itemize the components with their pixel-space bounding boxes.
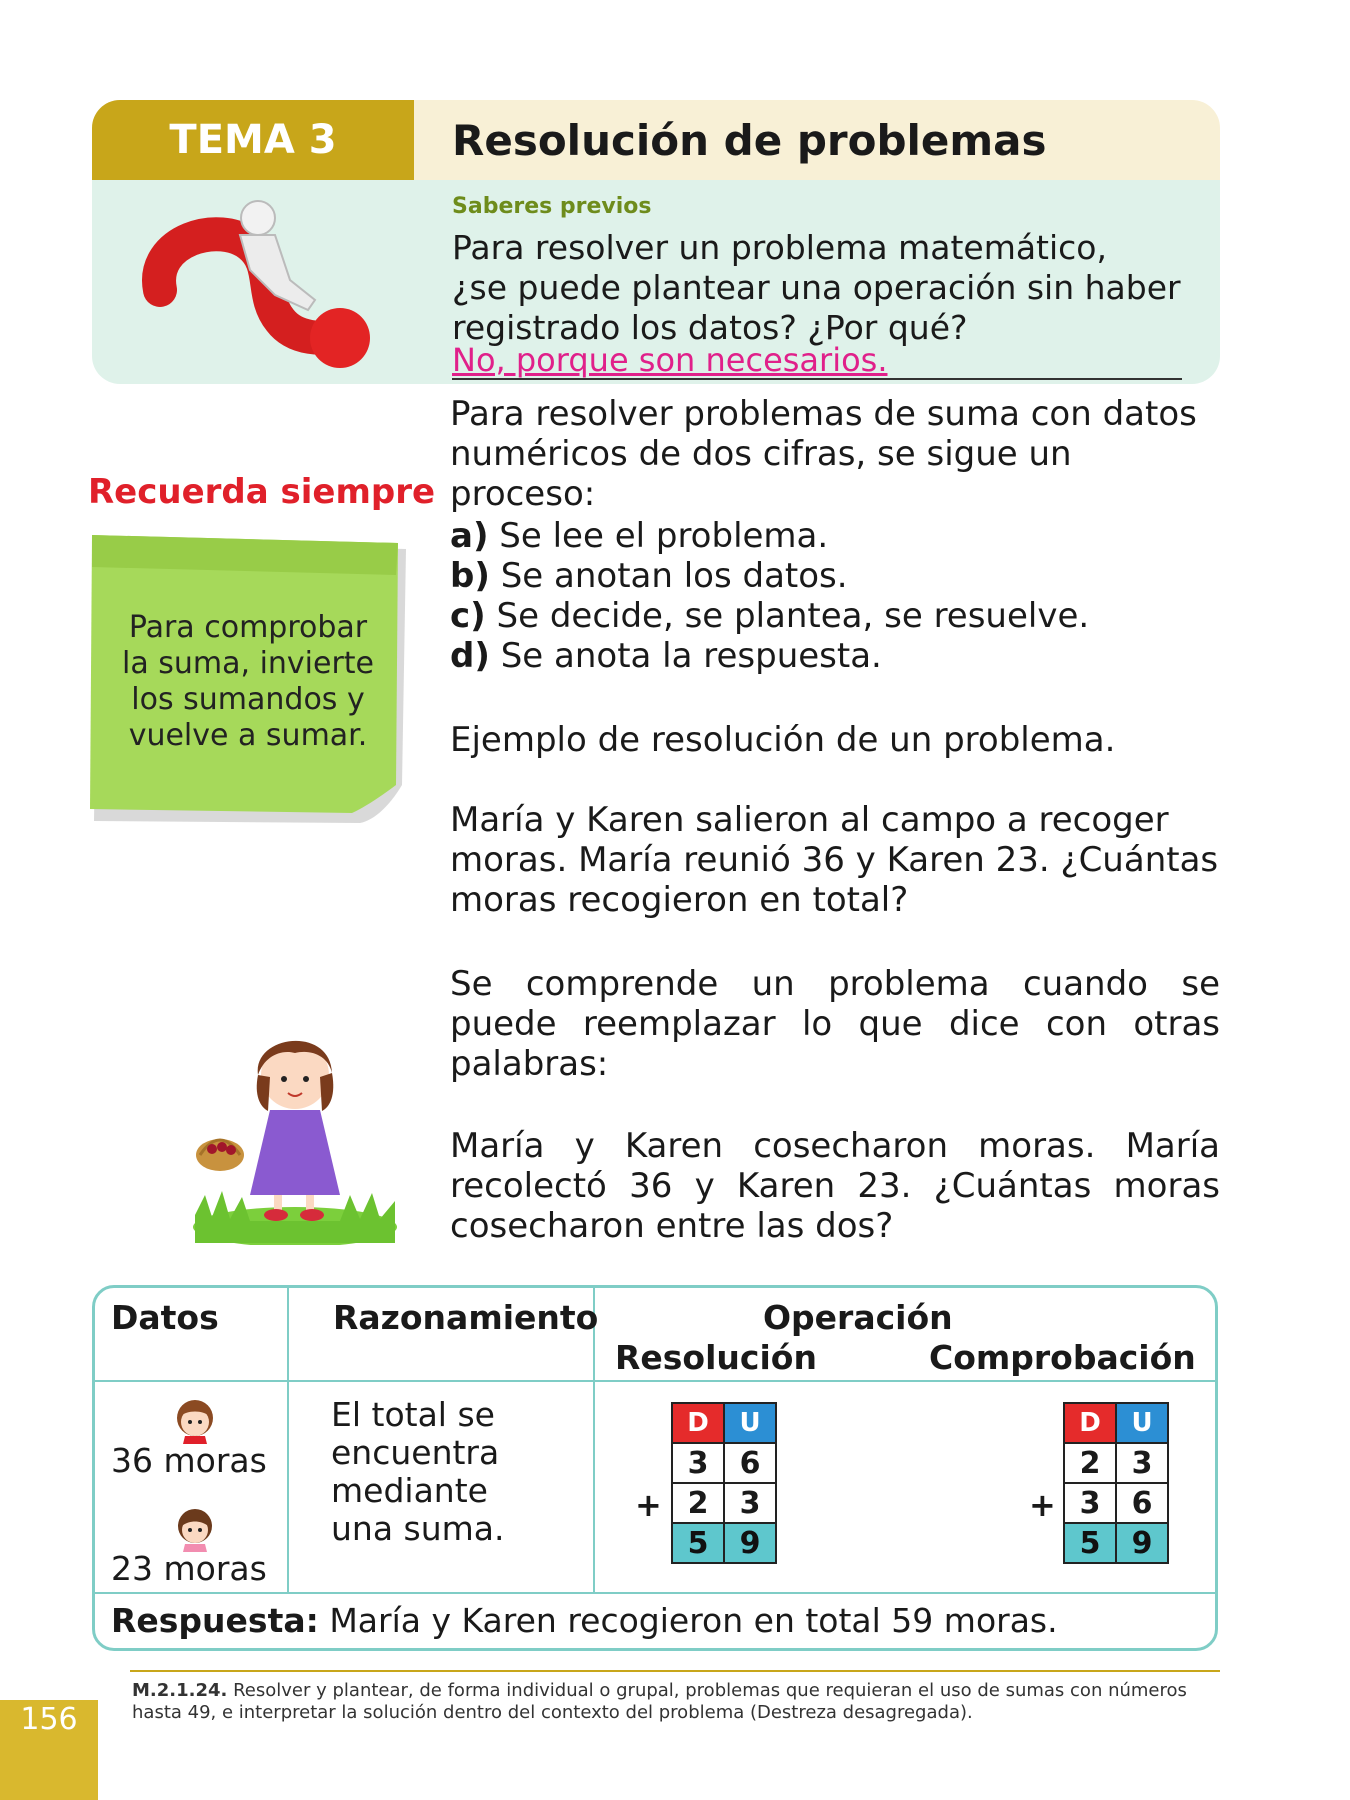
digit-cell: 3	[1064, 1483, 1116, 1523]
comprobacion-grid	[1063, 1402, 1169, 1564]
header-resolucion: Resolución	[615, 1338, 817, 1377]
digit-cell: 6	[724, 1443, 776, 1483]
header-datos: Datos	[111, 1298, 219, 1337]
column-divider	[287, 1288, 289, 1592]
question-line: registrado los datos? ¿Por qué?	[452, 308, 968, 347]
comprende-paragraph: Se comprende un problema cuando se puede reemplazar lo que dice con otras palabras:	[450, 964, 1220, 1084]
razonamiento-line: mediante	[331, 1471, 488, 1510]
header-razonamiento: Razonamiento	[333, 1298, 599, 1337]
step-item	[450, 556, 1220, 596]
saberes-answer: No, porque son necesarios.	[452, 342, 1182, 380]
column-d-header: D	[672, 1403, 724, 1443]
footer-divider	[130, 1670, 1220, 1672]
digit-cell: 3	[724, 1483, 776, 1523]
row-divider	[95, 1592, 1215, 1594]
razonamiento-line: encuentra	[331, 1433, 500, 1472]
row-divider	[95, 1380, 1215, 1382]
ejemplo-paragraph: Ejemplo de resolución de un problema.	[450, 720, 1116, 760]
dato-karen: 23 moras	[111, 1549, 267, 1588]
intro-paragraph	[450, 394, 1220, 514]
step-letter: b)	[450, 556, 490, 596]
plus-sign: +	[1029, 1486, 1056, 1524]
skill-footnote	[132, 1680, 1212, 1724]
digit-cell: 3	[1116, 1443, 1168, 1483]
result-cell: 5	[672, 1523, 724, 1563]
respuesta-row	[111, 1602, 1201, 1640]
step-letter: d)	[450, 636, 490, 676]
step-text: Se decide, se plantea, se resuelve.	[496, 596, 1090, 636]
respuesta-text: María y Karen recogieron en total 59 moras.	[329, 1601, 1058, 1640]
saberes-label: Saberes previos	[452, 194, 652, 219]
dato-maria: 36 moras	[111, 1441, 267, 1480]
respuesta-label: Respuesta:	[111, 1601, 319, 1640]
column-u-header: U	[724, 1403, 776, 1443]
digit-cell: 2	[672, 1483, 724, 1523]
digit-cell: 3	[672, 1443, 724, 1483]
razonamiento-text	[331, 1396, 581, 1548]
question-line: Para resolver un problema matemático,	[452, 228, 1107, 267]
girl-picking-berries-icon	[190, 1015, 400, 1245]
problem-line: María y Karen salieron al campo a recoger	[450, 800, 1169, 840]
column-u-header: U	[1116, 1403, 1168, 1443]
problem-line: moras. María reunió 36 y Karen 23. ¿Cuántas	[450, 840, 1219, 880]
topic-header	[92, 100, 1220, 180]
result-cell: 5	[1064, 1523, 1116, 1563]
resolution-table	[92, 1285, 1218, 1651]
karen-avatar-icon	[173, 1504, 217, 1552]
step-text: Se anotan los datos.	[500, 556, 848, 596]
plus-sign: +	[635, 1486, 662, 1524]
razonamiento-line: una suma.	[331, 1509, 505, 1548]
question-line: ¿se puede plantear una operación sin haber	[452, 268, 1181, 307]
step-letter: a)	[450, 516, 489, 556]
page-title: Resolución de problemas	[452, 115, 1047, 165]
intro-line: Para resolver problemas de suma con datos	[450, 394, 1197, 434]
header-comprobacion: Comprobación	[929, 1338, 1196, 1377]
saberes-question	[452, 228, 1212, 348]
digit-cell: 2	[1064, 1443, 1116, 1483]
razonamiento-line: El total se	[331, 1395, 495, 1434]
result-cell: 9	[724, 1523, 776, 1563]
header-operacion: Operación	[763, 1298, 953, 1337]
column-d-header: D	[1064, 1403, 1116, 1443]
result-cell: 9	[1116, 1523, 1168, 1563]
reformula-paragraph: María y Karen cosecharon moras. María recolectó 36 y Karen 23. ¿Cuántas moras cosecharon entre las dos?	[450, 1126, 1220, 1246]
step-text: Se anota la respuesta.	[500, 636, 882, 676]
step-letter: c)	[450, 596, 486, 636]
digit-cell: 6	[1116, 1483, 1168, 1523]
note-line: Para comprobar	[128, 610, 368, 645]
intro-line: numéricos de dos cifras, se sigue un proceso:	[450, 434, 1072, 514]
step-item	[450, 596, 1220, 636]
page-number: 156	[20, 1702, 78, 1737]
question-mark-figure-icon	[140, 200, 390, 380]
problem-paragraph	[450, 800, 1220, 920]
steps-list	[450, 516, 1220, 676]
step-item	[450, 636, 1220, 676]
recuerda-title: Recuerda siempre	[88, 472, 436, 512]
step-text: Se lee el problema.	[499, 516, 829, 556]
skill-code: M.2.1.24.	[132, 1680, 228, 1701]
step-item	[450, 516, 1220, 556]
note-line: vuelve a sumar.	[128, 718, 368, 753]
note-line: los sumandos y	[131, 682, 365, 717]
maria-avatar-icon	[173, 1396, 217, 1444]
tema-label: TEMA 3	[92, 100, 414, 180]
problem-line: moras recogieron en total?	[450, 880, 909, 920]
sticky-note-text	[108, 610, 388, 754]
note-line: la suma, invierte	[121, 646, 375, 681]
resolucion-grid	[671, 1402, 777, 1564]
skill-text: Resolver y plantear, de forma individual o grupal, problemas que requieran el uso de sumas con números hasta 49, e interpretar la solución dentro del contexto del problema (Destreza desagregada).	[132, 1680, 1187, 1723]
